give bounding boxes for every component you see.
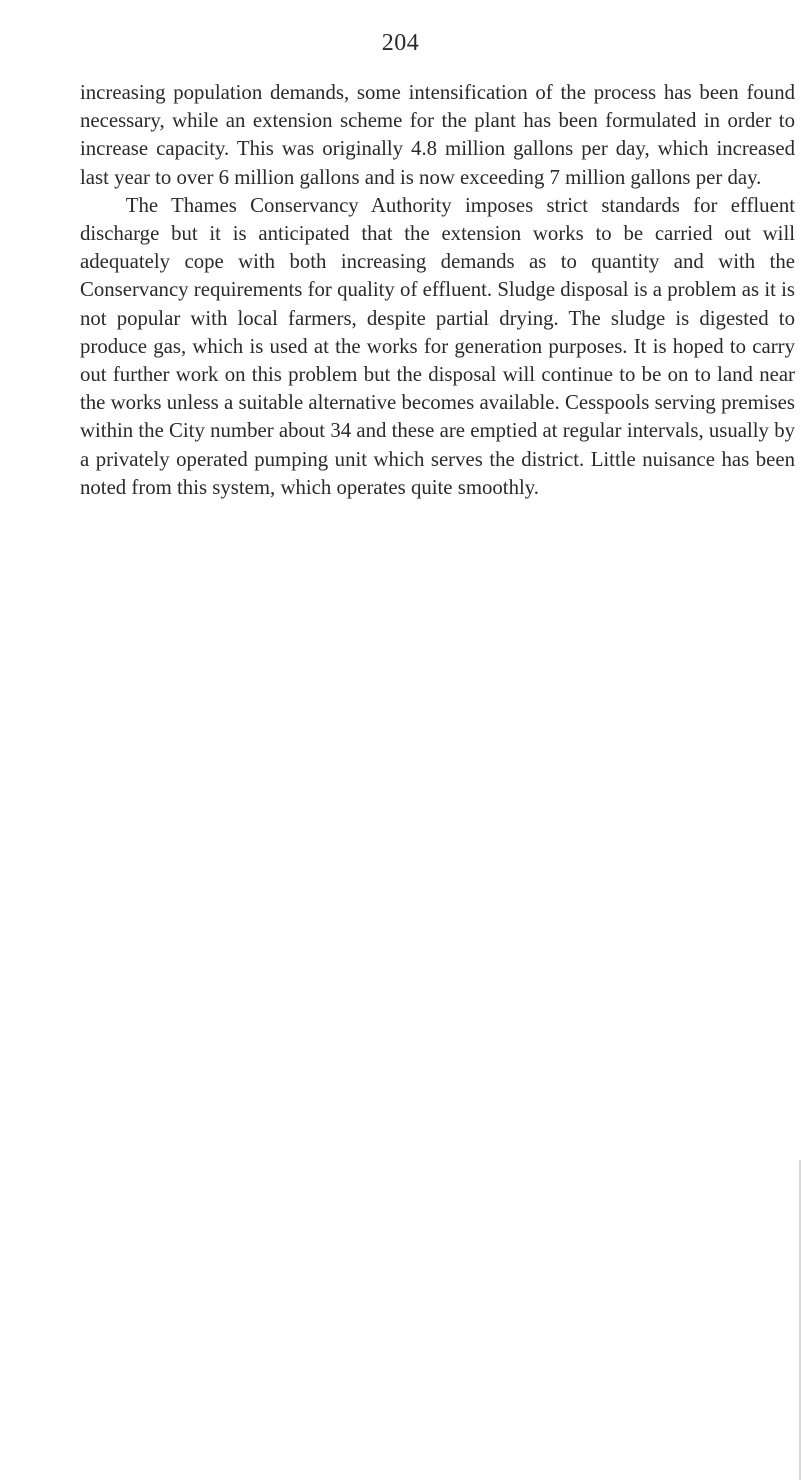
body-text <box>80 79 795 502</box>
paragraph-continuation: increasing population demands, some intensification of the process has been found necessary, while an extension scheme for the plant has been formulated in order to increase capacity. This was originally 4.8 million gallons per day, which increased last year to over 6 million gallons and is now exceeding 7 million gallons per day. <box>80 81 795 189</box>
page-number: 204 <box>381 30 420 56</box>
paragraph-thames-conservancy: The Thames Conservancy Authority imposes strict standards for effluent discharge but it is anticipated that the extension works to be carried out will adequately cope with both increasing demands as to quantity and with the Conservancy requirements for quality of effluent. Sludge disposal is a problem as it is not popular with local farmers, despite partial drying. The sludge is digested to produce gas, which is used at the works for generation purposes. It is hoped to carry out further work on this problem but the disposal will continue to be on to land near the works unless a suitable alternative becomes available. Cesspools serving premises within the City number about 34 and these are emptied at regular intervals, usually by a privately operated pumping unit which serves the district. Little nuisance has been noted from this system, which operates quite smoothly. <box>80 193 795 499</box>
